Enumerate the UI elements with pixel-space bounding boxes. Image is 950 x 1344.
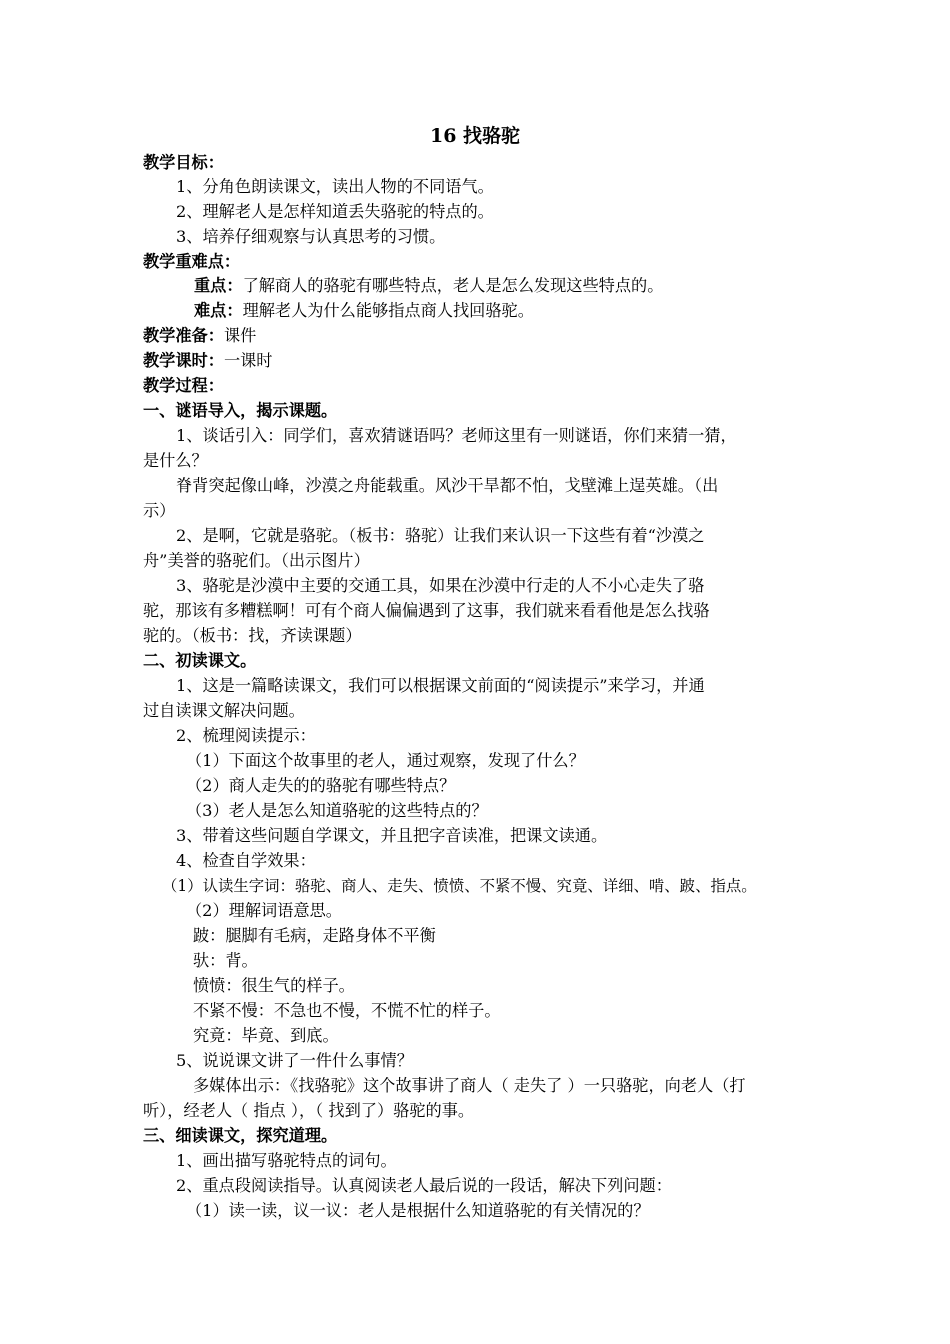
- multimedia-line: 听），经老人（ 指点 ），（ 找到了）骆驼的事。: [143, 1101, 475, 1120]
- key-point-label: 重点：: [194, 276, 243, 295]
- hours-line: [143, 349, 273, 373]
- paragraph-line: 是什么？: [143, 451, 208, 470]
- goal-item: 3、培养仔细观察与认真思考的习惯。: [176, 227, 446, 246]
- paragraph-line: 过自读课文解决问题。: [143, 701, 305, 720]
- key-point: [194, 274, 663, 298]
- paragraph-line: 5、说说课文讲了一件什么事情？: [176, 1051, 413, 1070]
- prep-label: 教学准备：: [143, 326, 224, 345]
- paragraph-line: 脊背突起像山峰，沙漠之舟能载重。风沙干旱都不怕，戈壁滩上逞英雄。（出: [176, 476, 719, 495]
- question-item: （2）商人走失的的骆驼有哪些特点？: [186, 776, 456, 795]
- question-item: （1）读一读，议一议：老人是根据什么知道骆驼的有关情况的？: [186, 1201, 650, 1220]
- paragraph-line: 3、带着这些问题自学课文，并且把字音读准，把课文读通。: [176, 826, 608, 845]
- word-definition: 跛：腿脚有毛病，走路身体不平衡: [193, 926, 436, 945]
- difficult-point-label: 难点：: [194, 301, 243, 320]
- lesson-title: 16 找骆驼: [429, 125, 521, 147]
- paragraph-line: 2、梳理阅读提示：: [176, 726, 316, 745]
- word-definition: 究竟：毕竟、到底。: [193, 1026, 339, 1045]
- process-heading: 教学过程：: [143, 376, 224, 395]
- prep-line: [143, 324, 256, 348]
- check-item: （2）理解词语意思。: [186, 901, 342, 920]
- difficult-point: [194, 299, 534, 323]
- goal-item: 2、理解老人是怎样知道丢失骆驼的特点的。: [176, 202, 494, 221]
- paragraph-line: 1、谈话引入：同学们，喜欢猜谜语吗？老师这里有一则谜语，你们来猜一猜，: [176, 426, 737, 445]
- section2-heading: 二、初读课文。: [143, 651, 257, 670]
- paragraph-line: 驼的。（板书：找，齐读课题）: [143, 626, 362, 645]
- paragraph-line: 2、重点段阅读指导。认真阅读老人最后说的一段话，解决下列问题：: [176, 1176, 672, 1195]
- multimedia-line: 多媒体出示：《找骆驼》这个故事讲了商人（ 走失了 ）一只骆驼，向老人（打: [193, 1076, 746, 1095]
- check-item: （1）认读生字词：骆驼、商人、走失、愤愤、不紧不慢、究竟、详细、啃、跛、指点。: [162, 877, 757, 895]
- key-point-text: 了解商人的骆驼有哪些特点，老人是怎么发现这些特点的。: [242, 276, 664, 295]
- question-item: （3）老人是怎么知道骆驼的这些特点的？: [186, 801, 488, 820]
- goals-heading: 教学目标：: [143, 153, 224, 172]
- section3-heading: 三、细读课文，探究道理。: [143, 1126, 338, 1145]
- paragraph-line: 1、这是一篇略读课文，我们可以根据课文前面的“阅读提示”来学习，并通: [176, 676, 705, 695]
- paragraph-line: 驼，那该有多糟糕啊！可有个商人偏偏遇到了这事，我们就来看看他是怎么找骆: [143, 601, 710, 620]
- prep-value: 课件: [223, 326, 257, 345]
- paragraph-line: 示）: [143, 501, 176, 520]
- section1-heading: 一、谜语导入，揭示课题。: [143, 401, 338, 420]
- word-definition: 不紧不慢：不急也不慢，不慌不忙的样子。: [193, 1001, 501, 1020]
- word-definition: 驮：背。: [193, 951, 258, 970]
- paragraph-line: 1、画出描写骆驼特点的词句。: [176, 1151, 397, 1170]
- goal-item: 1、分角色朗读课文，读出人物的不同语气。: [176, 177, 494, 196]
- paragraph-line: 3、骆驼是沙漠中主要的交通工具，如果在沙漠中行走的人不小心走失了骆: [176, 576, 705, 595]
- paragraph-line: 2、是啊，它就是骆驼。（板书：骆驼）让我们来认识一下这些有着“沙漠之: [176, 526, 705, 545]
- word-definition: 愤愤：很生气的样子。: [193, 976, 355, 995]
- paragraph-line: 舟”美誉的骆驼们。（出示图片）: [143, 551, 370, 570]
- hours-value: 一课时: [223, 351, 273, 370]
- paragraph-line: 4、检查自学效果：: [176, 851, 316, 870]
- hours-label: 教学课时：: [143, 351, 224, 370]
- difficult-point-text: 理解老人为什么能够指点商人找回骆驼。: [242, 301, 534, 320]
- keypoints-heading: 教学重难点：: [143, 252, 241, 271]
- question-item: （1）下面这个故事里的老人，通过观察，发现了什么？: [186, 751, 585, 770]
